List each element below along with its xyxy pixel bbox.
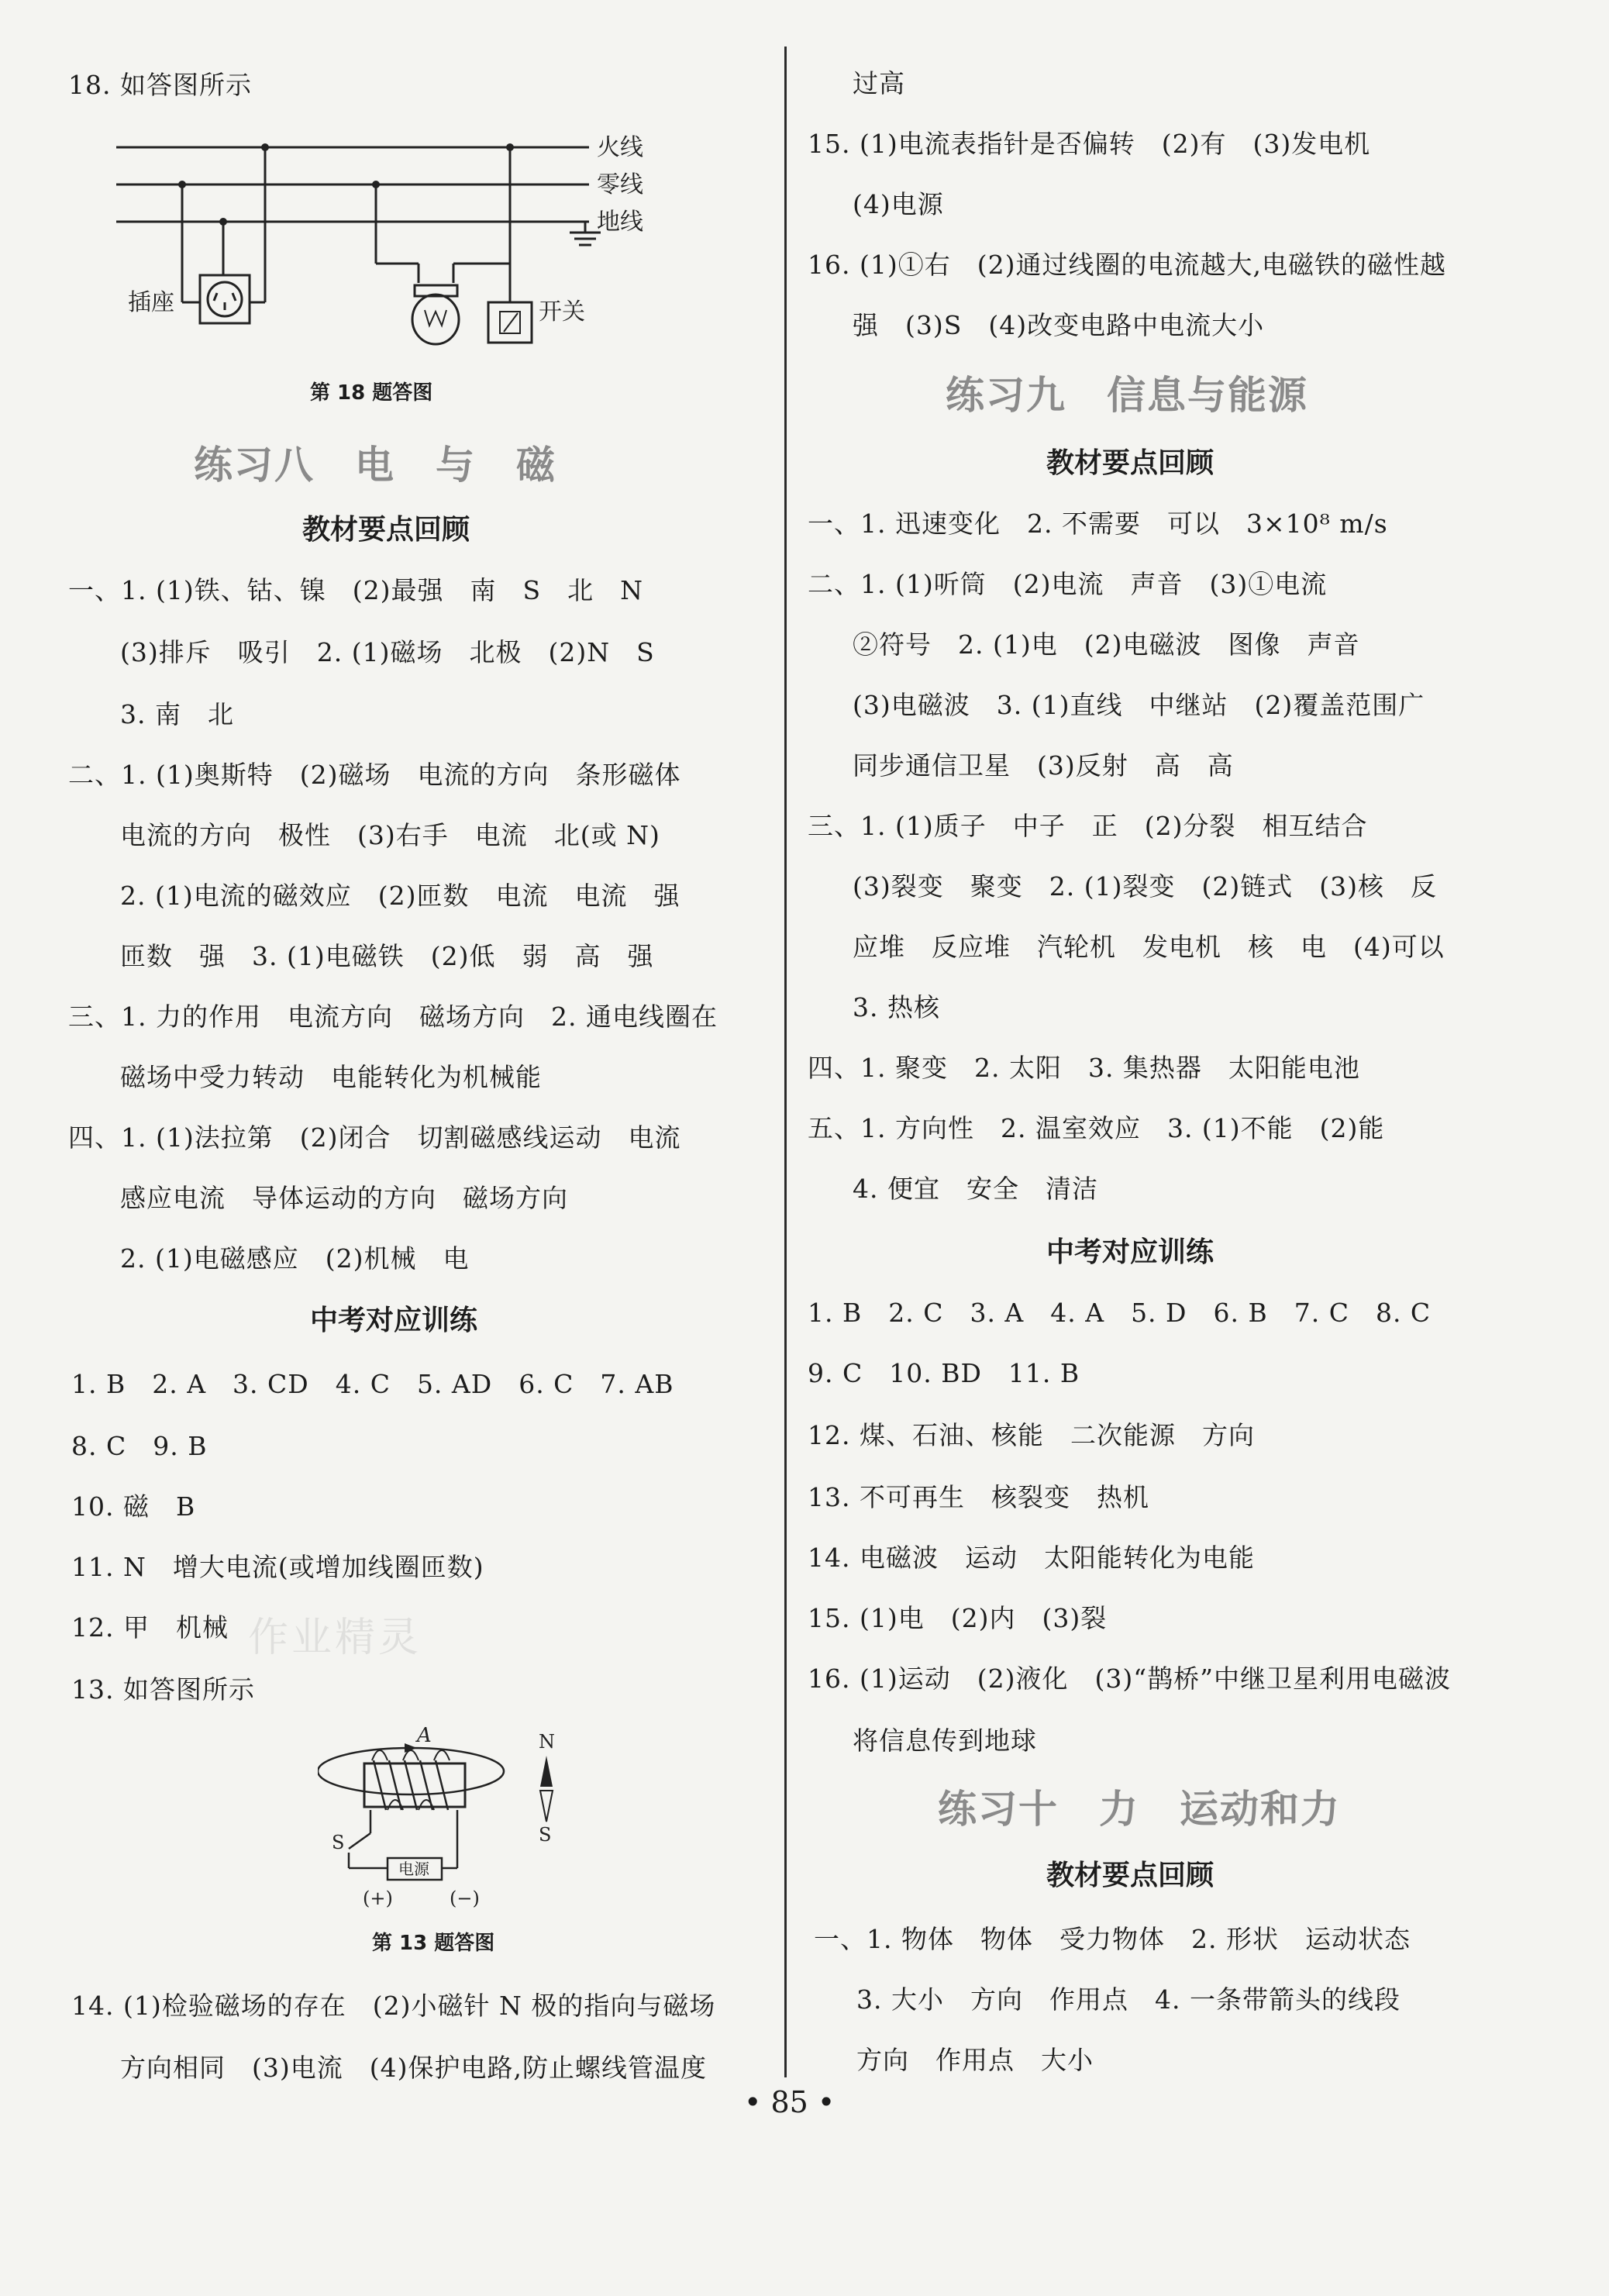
caption-fig18: 第 18 题答图 — [310, 381, 433, 405]
label-socket: 插座 — [128, 289, 174, 316]
section-8-title: 练习八 电 与 磁 — [194, 443, 556, 488]
answer-line: 15. (1)电流表指针是否偏转 (2)有 (3)发电机 — [808, 129, 1371, 159]
heading-review-8: 教材要点回顾 — [302, 514, 470, 546]
review-line: (3)排斥 吸引 2. (1)磁场 北极 (2)N S — [120, 637, 655, 667]
heading-review-10: 教材要点回顾 — [1046, 1860, 1215, 1891]
review-line: 3. 大小 方向 作用点 4. 一条带箭头的线段 — [856, 1984, 1401, 2015]
review-line: 一、1. 物体 物体 受力物体 2. 形状 运动状态 — [814, 1924, 1411, 1954]
section-9-title: 练习九 信息与能源 — [946, 373, 1308, 418]
q14-line: 方向相同 (3)电流 (4)保护电路,防止螺线管温度 — [120, 2053, 707, 2083]
exam-line: 11. N 增大电流(或增加线圈匝数) — [71, 1552, 484, 1582]
review-line: 3. 南 北 — [120, 699, 234, 729]
review-line: (3)裂变 聚变 2. (1)裂变 (2)链式 (3)核 反 — [853, 871, 1437, 902]
exam-line: 12. 煤、石油、核能 二次能源 方向 — [808, 1420, 1255, 1450]
review-line: 同步通信卫星 (3)反射 高 高 — [853, 750, 1234, 781]
heading-review-9: 教材要点回顾 — [1046, 447, 1215, 479]
review-line: 3. 热核 — [853, 992, 940, 1022]
review-line: 感应电流 导体运动的方向 磁场方向 — [120, 1183, 568, 1213]
question-18: 18. 如答图所示 — [68, 70, 252, 100]
q14-line: 14. (1)检验磁场的存在 (2)小磁针 N 极的指向与磁场 — [71, 1991, 716, 2021]
review-line: 三、1. 力的作用 电流方向 磁场方向 2. 通电线圈在 — [68, 1001, 718, 1032]
label-minus: (−) — [450, 1887, 480, 1909]
label-switch-s: S — [332, 1832, 345, 1853]
exam-line: 1. B 2. C 3. A 4. A 5. D 6. B 7. C 8. C — [808, 1298, 1432, 1328]
review-line: 磁场中受力转动 电能转化为机械能 — [120, 1062, 542, 1092]
label-power: 电源 — [398, 1860, 429, 1878]
watermark: 作业精灵 — [248, 1615, 422, 1661]
review-line: 三、1. (1)质子 中子 正 (2)分裂 相互结合 — [808, 811, 1368, 841]
review-line: 四、1. (1)法拉第 (2)闭合 切割磁感线运动 电流 — [68, 1122, 681, 1153]
review-line: 四、1. 聚变 2. 太阳 3. 集热器 太阳能电池 — [808, 1053, 1360, 1083]
exam-line: 8. C 9. B — [71, 1431, 208, 1461]
exam-line: 10. 磁 B — [71, 1491, 196, 1522]
review-line: 一、1. 迅速变化 2. 不需要 可以 3×10⁸ m/s — [808, 508, 1388, 539]
label-a: A — [417, 1725, 432, 1747]
answer-line: (4)电源 — [853, 189, 944, 219]
review-line: 2. (1)电磁感应 (2)机械 电 — [120, 1243, 470, 1274]
review-line: 电流的方向 极性 (3)右手 电流 北(或 N) — [120, 820, 660, 850]
exam-line: 将信息传到地球 — [853, 1725, 1037, 1756]
label-fire-wire: 火线 — [597, 134, 643, 161]
label-ground-wire: 地线 — [597, 209, 643, 236]
exam-line: 12. 甲 机械 — [71, 1612, 229, 1643]
review-line: 一、1. (1)铁、钴、镍 (2)最强 南 S 北 N — [68, 575, 643, 605]
review-line: 二、1. (1)听筒 (2)电流 声音 (3)①电流 — [808, 569, 1328, 599]
solenoid-diagram-13 — [318, 1725, 574, 1911]
review-line: 五、1. 方向性 2. 温室效应 3. (1)不能 (2)能 — [808, 1113, 1385, 1143]
section-10-title: 练习十 力 运动和力 — [938, 1787, 1341, 1832]
exam-line: 13. 如答图所示 — [71, 1674, 255, 1705]
heading-exam-8: 中考对应训练 — [310, 1305, 478, 1336]
label-switch: 开关 — [539, 298, 585, 326]
circuit-diagram-18 — [109, 116, 667, 364]
review-line: 二、1. (1)奥斯特 (2)磁场 电流的方向 条形磁体 — [68, 760, 681, 790]
label-needle-s: S — [539, 1824, 552, 1846]
caption-fig13: 第 13 题答图 — [372, 1932, 495, 1955]
exam-line: 13. 不可再生 核裂变 热机 — [808, 1482, 1149, 1512]
exam-line: 14. 电磁波 运动 太阳能转化为电能 — [808, 1543, 1255, 1573]
review-line: ②符号 2. (1)电 (2)电磁波 图像 声音 — [853, 629, 1360, 660]
review-line: 应堆 反应堆 汽轮机 发电机 核 电 (4)可以 — [853, 932, 1445, 962]
page-number: • 85 • — [744, 2085, 836, 2119]
label-zero-wire: 零线 — [597, 171, 643, 198]
heading-exam-9: 中考对应训练 — [1046, 1236, 1215, 1268]
label-plus: (+) — [363, 1887, 393, 1909]
answer-line: 强 (3)S (4)改变电路中电流大小 — [853, 310, 1265, 340]
exam-line: 16. (1)运动 (2)液化 (3)“鹊桥”中继卫星利用电磁波 — [808, 1663, 1451, 1694]
review-line: 匝数 强 3. (1)电磁铁 (2)低 弱 高 强 — [120, 941, 654, 971]
review-line: (3)电磁波 3. (1)直线 中继站 (2)覆盖范围广 — [853, 690, 1425, 720]
review-line: 方向 作用点 大小 — [856, 2045, 1094, 2075]
review-line: 4. 便宜 安全 清洁 — [853, 1174, 1098, 1204]
review-line: 2. (1)电流的磁效应 (2)匝数 电流 电流 强 — [120, 881, 680, 911]
exam-line: 1. B 2. A 3. CD 4. C 5. AD 6. C 7. AB — [71, 1369, 674, 1399]
column-divider — [784, 47, 787, 2077]
label-needle-n: N — [539, 1731, 555, 1753]
answer-line: 过高 — [853, 68, 905, 98]
exam-line: 9. C 10. BD 11. B — [808, 1358, 1080, 1388]
answer-line: 16. (1)①右 (2)通过线圈的电流越大,电磁铁的磁性越 — [808, 250, 1446, 280]
exam-line: 15. (1)电 (2)内 (3)裂 — [808, 1603, 1108, 1633]
